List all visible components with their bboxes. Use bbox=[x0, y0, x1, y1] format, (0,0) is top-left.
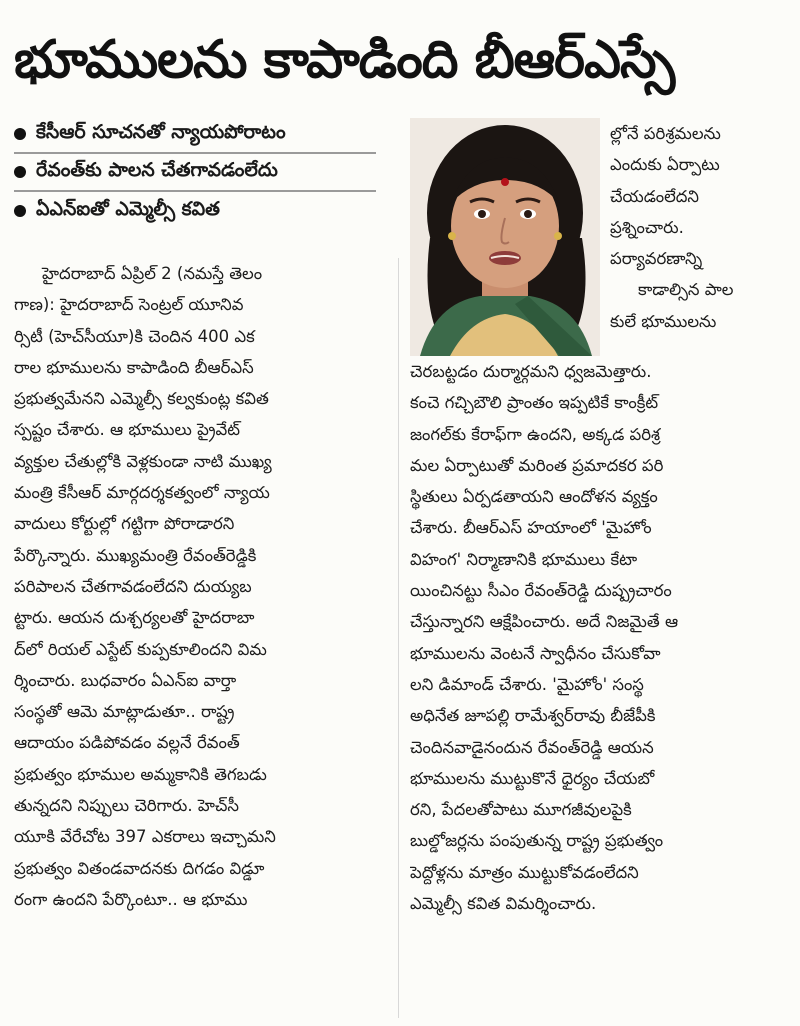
body-line: మంత్రి కేసీఆర్ మార్గదర్శకత్వంలో న్యాయ bbox=[14, 483, 270, 503]
body-line: ప్రభుత్వం వితండవాదనకు దిగడం విడ్డూ bbox=[14, 858, 265, 878]
body-line: ప్రశ్నించారు. bbox=[610, 217, 684, 237]
body-line: పేర్కొన్నారు. ముఖ్యమంత్రి రేవంత్‌రెడ్డికి bbox=[14, 545, 257, 565]
body-line: చెరబట్టడం దుర్మార్గమని ధ్వజమెత్తారు. bbox=[410, 362, 652, 381]
column-divider bbox=[398, 258, 399, 1018]
body-line: రని, పేదలతోపాటు మూగజీవులపైకి bbox=[410, 800, 632, 820]
body-line: యూకి వేరేచోట 397 ఎకరాలు ఇచ్చామని bbox=[14, 827, 276, 847]
body-line: తున్నదని నిప్పులు చెరిగారు. హెచ్‌సీ bbox=[14, 796, 240, 816]
body-line: సంస్థతో ఆమె మాట్లాడుతూ.. రాష్ట్ర bbox=[14, 702, 235, 722]
body-line: ప్రభుత్వమేనని ఎమ్మెల్సీ కల్వకుంట్ల కవిత bbox=[14, 389, 269, 409]
body-line: కులే భూములను bbox=[610, 311, 717, 331]
photo-row bbox=[410, 118, 788, 356]
body-line: స్పష్టం చేశారు. ఆ భూములు ప్రైవేట్ bbox=[14, 420, 241, 440]
body-line: చేయడంలేదని bbox=[610, 186, 700, 206]
body-line: లని డిమాండ్ చేశారు. 'మైహోం' సంస్థ bbox=[410, 674, 644, 694]
body-line: భూములను వెంటనే స్వాధీనం చేసుకోవా bbox=[410, 643, 661, 663]
body-line: బుల్డోజర్లను పంపుతున్న రాష్ట్ర ప్రభుత్వం bbox=[410, 831, 664, 851]
body-line: పరిపాలన చేతగావడంలేదని దుయ్యబ bbox=[14, 576, 252, 596]
subhead-text: ఏఎన్ఐతో ఎమ్మెల్సీ కవిత bbox=[36, 197, 220, 220]
body-line: ఆదాయం పడిపోవడం వల్లనే రేవంత్ bbox=[14, 733, 240, 753]
body-line: ఎందుకు ఏర్పాటు bbox=[610, 155, 720, 175]
subhead-item bbox=[14, 192, 376, 230]
bullet-icon bbox=[14, 205, 26, 217]
body-line: పెద్దోళ్లను మాత్రం ముట్టుకోవడంలేదని bbox=[410, 862, 639, 882]
body-line: స్థితులు ఏర్పడతాయని ఆందోళన వ్యక్తం bbox=[410, 487, 658, 507]
body-line: హైదరాబాద్ ఏప్రిల్ 2 (నమస్తే తెలం bbox=[42, 264, 263, 283]
body-column-right bbox=[410, 118, 788, 919]
headline: భూములను కాపాడింది బీఆర్ఎస్సే bbox=[14, 30, 675, 90]
body-line: ఎమ్మెల్సీ కవిత విమర్శించారు. bbox=[410, 894, 597, 914]
body-line: చెందినవాడైనందున రేవంత్‌రెడ్డి ఆయన bbox=[410, 737, 654, 757]
body-line: మల ఏర్పాటుతో మరింత ప్రమాదకర పరి bbox=[410, 455, 664, 475]
portrait-photo bbox=[410, 118, 600, 356]
portrait-photo-icon bbox=[410, 118, 600, 356]
body-line: భూములను ముట్టుకొనే ధైర్యం చేయబో bbox=[410, 768, 655, 788]
body-line: రంగా ఉందని పేర్కొంటూ.. ఆ భూము bbox=[14, 889, 248, 909]
body-line: పర్యావరణాన్ని bbox=[610, 249, 703, 269]
body-line: ల్లోనే పరిశ్రమలను bbox=[610, 124, 721, 143]
bullet-icon bbox=[14, 166, 26, 178]
body-line: అధినేత జూపల్లి రామేశ్వర్‌రావు బీజేపీకి bbox=[410, 706, 656, 726]
subhead-text: రేవంత్‌కు పాలన చేతగావడంలేదు bbox=[36, 158, 278, 181]
body-line: కాడాల్సిన పాల bbox=[638, 280, 734, 300]
subheads-list bbox=[14, 116, 376, 230]
body-line: యించినట్టు సీఎం రేవంత్‌రెడ్డి దుష్ప్రచారం bbox=[410, 581, 672, 601]
body-line: వ్యక్తుల చేతుల్లోకి వెళ్లకుండా నాటి ముఖ్య bbox=[14, 451, 272, 471]
body-line: ప్రభుత్వం భూముల అమ్మకానికి తెగబడు bbox=[14, 764, 267, 784]
body-line: చేశారు. బీఆర్ఎస్ హయాంలో 'మైహోం bbox=[410, 518, 652, 538]
body-line: చేస్తున్నారని ఆక్షేపించారు. అదే నిజమైతే ఆ bbox=[410, 612, 679, 632]
body-line: కంచె గచ్చిబౌలి ప్రాంతం ఇప్పటికే కాంక్రీట్ bbox=[410, 393, 659, 413]
body-line: ర్శించారు. బుధవారం ఏఎన్ఐ వార్తా bbox=[14, 670, 237, 690]
body-line: ట్టారు. ఆయన దుశ్చర్యలతో హైదరాబా bbox=[14, 608, 255, 628]
text-beside-photo bbox=[610, 118, 788, 356]
subhead-text: కేసీఆర్ సూచనతో న్యాయపోరాటం bbox=[36, 120, 286, 143]
body-line: వాదులు కోర్టుల్లో గట్టిగా పోరాడారని bbox=[14, 514, 235, 534]
body-line: ర్సిటీ (హెచ్‌సీయూ)కి చెందిన 400 ఎక bbox=[14, 326, 255, 346]
body-line: జంగల్‌కు కేరాఫ్‌గా ఉందని, అక్కడ పరిశ్ర bbox=[410, 424, 661, 444]
bullet-icon bbox=[14, 128, 26, 140]
body-line: రాల భూములను కాపాడింది బీఆర్ఎస్ bbox=[14, 357, 254, 377]
subhead-item bbox=[14, 116, 376, 154]
body-column-left bbox=[14, 258, 390, 915]
body-line: ద్‌లో రియల్ ఎస్టేట్ కుప్పకూలిందని విమ bbox=[14, 639, 267, 659]
subhead-item bbox=[14, 154, 376, 192]
body-line: గాణ): హైదరాబాద్ సెంట్రల్ యూనివ bbox=[14, 295, 244, 315]
body-line: విహంగ' నిర్మాణానికి భూములు కేటా bbox=[410, 549, 638, 569]
